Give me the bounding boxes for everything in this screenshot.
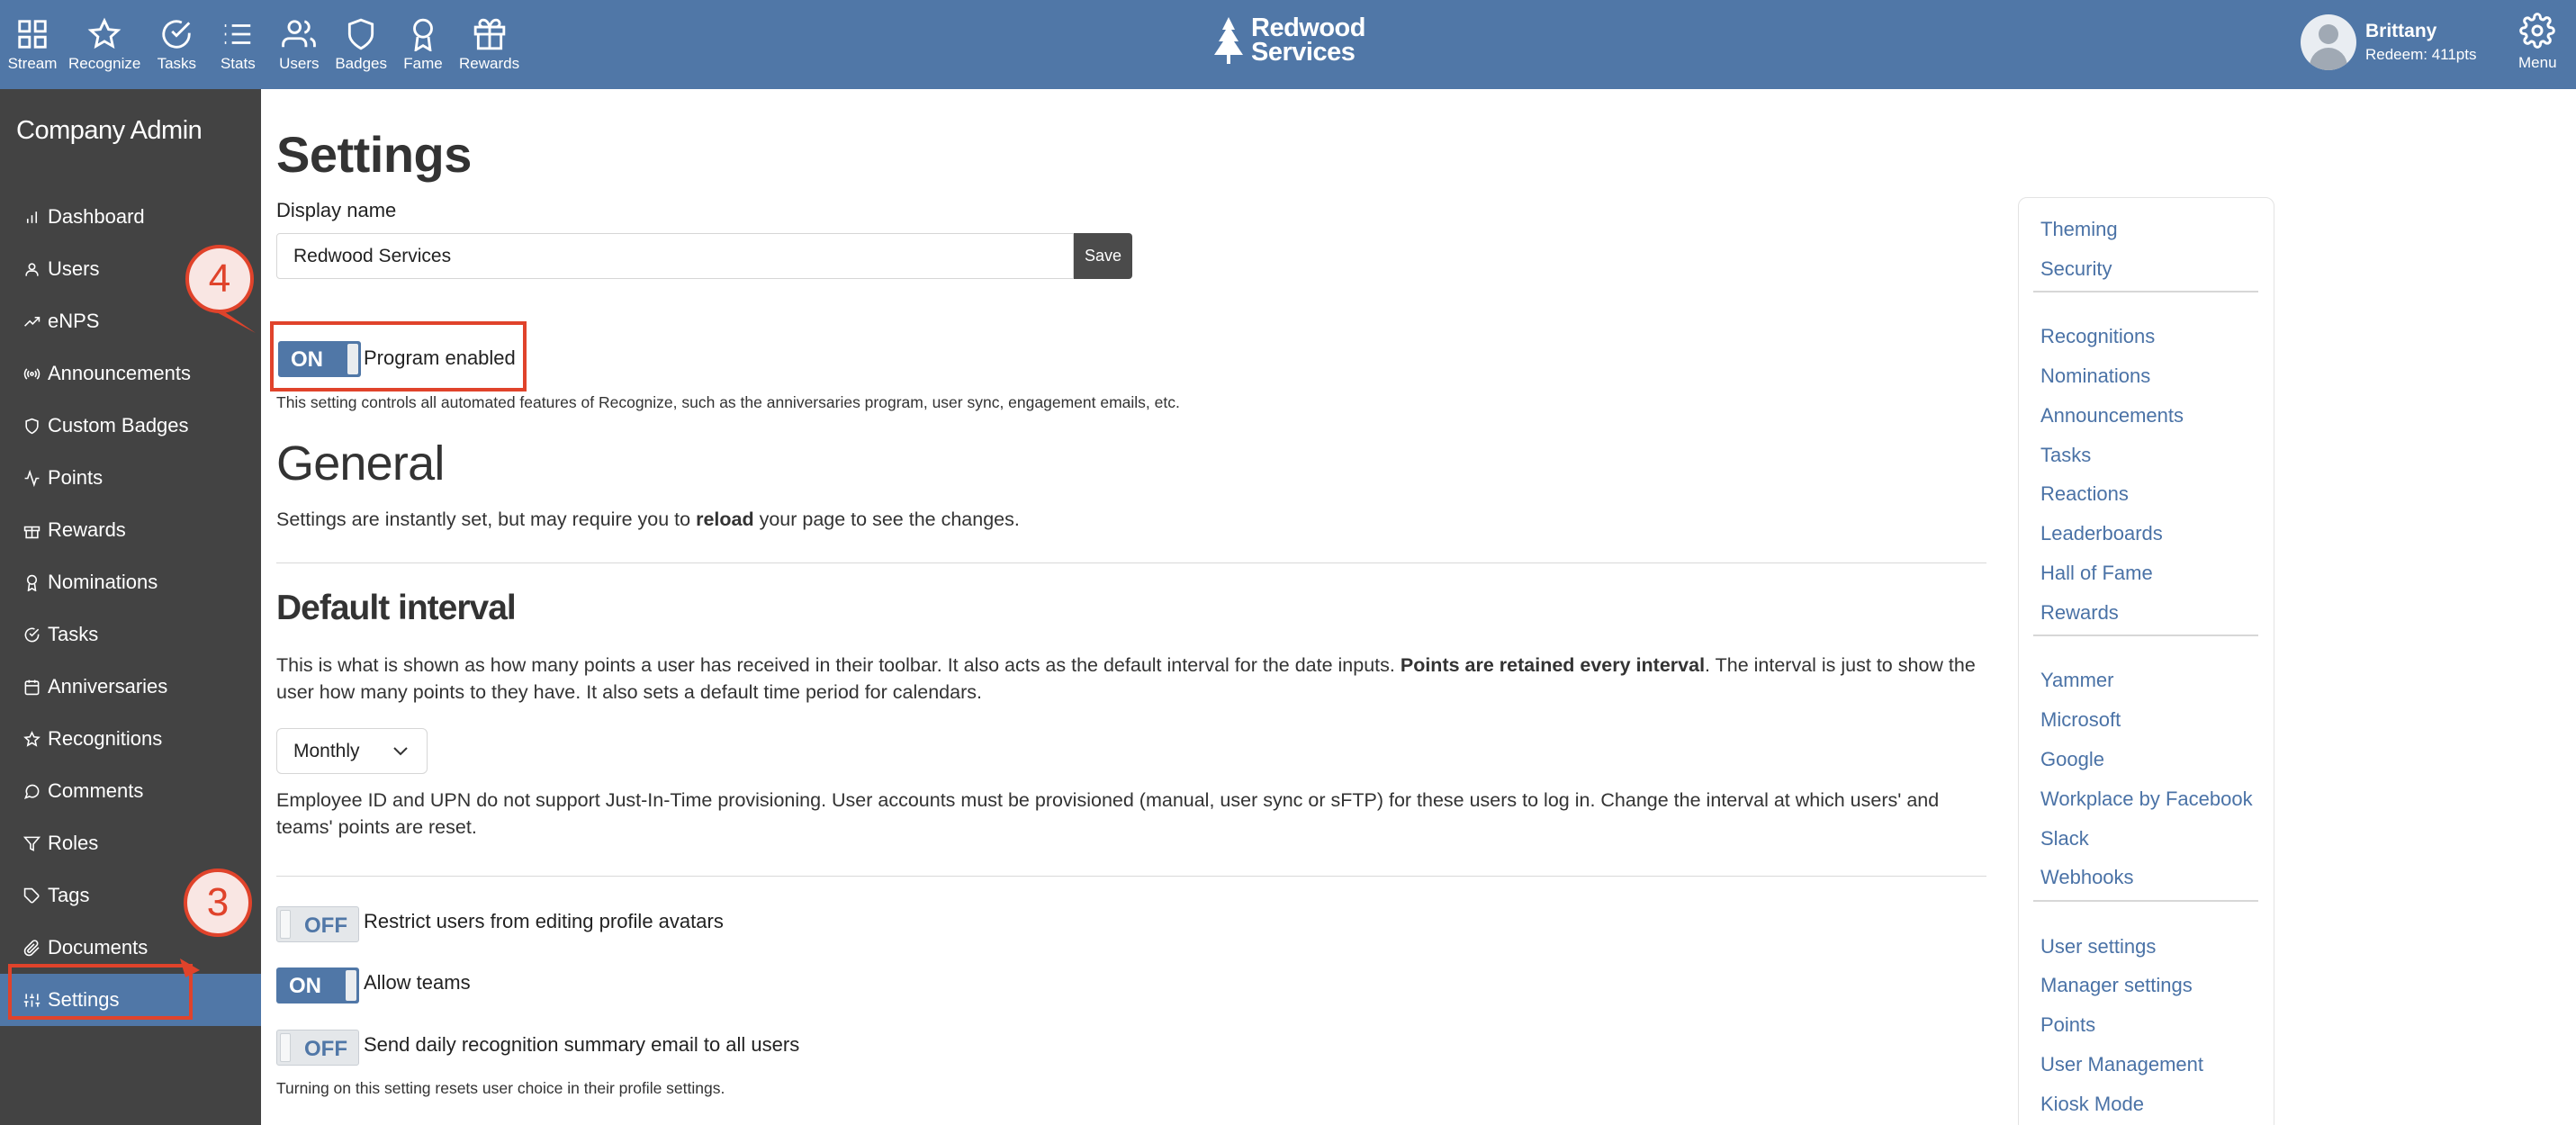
- brand-line1: Redwood: [1251, 14, 1365, 42]
- star-icon: [23, 731, 41, 748]
- highlight-program-enabled: [270, 321, 527, 392]
- sidebar-item-rewards[interactable]: [0, 504, 261, 556]
- interval-description: This is what is shown as how many points a user has received in their toolbar. It also acts as the default interval for the date inputs. Points are retained every interval. The interval is just to show the user how many points to they have. It also sets a default time period for calendars.: [276, 654, 1976, 703]
- nav-stream[interactable]: [7, 0, 58, 89]
- nav-label: Recognize: [68, 54, 141, 72]
- nav-label: Rewards: [459, 54, 520, 72]
- program-note: This setting controls all automated features of Recognize, such as the anniversaries program, user sync, engagement emails, etc.: [276, 393, 1180, 411]
- nav-label: Stream: [7, 54, 58, 72]
- shield-icon: [344, 17, 378, 51]
- interval-note: Employee ID and UPN do not support Just-In-Time provisioning. User accounts must be provisioned (manual, user sync or sFTP) for these users to log in. Change the interval at which users' and teams' points are reset.: [276, 789, 1940, 838]
- toggle-state: OFF: [304, 914, 347, 938]
- rightnav-user-management[interactable]: User Management: [2040, 1053, 2203, 1076]
- sidebar-title: Company Admin: [16, 116, 203, 145]
- user-profile[interactable]: [2301, 14, 2476, 70]
- sidebar-item-nominations[interactable]: [0, 556, 261, 608]
- users-icon: [282, 17, 316, 51]
- sidebar-item-tasks[interactable]: [0, 608, 261, 661]
- rightnav-announcements[interactable]: Announcements: [2040, 404, 2184, 427]
- nav-recognize[interactable]: [68, 0, 140, 89]
- sidebar-item-label: Roles: [48, 832, 99, 854]
- tree-icon: [1211, 17, 1246, 64]
- rightnav-microsoft[interactable]: Microsoft: [2040, 708, 2121, 731]
- user-name: Brittany: [2365, 21, 2437, 41]
- brand-line2: Services: [1251, 38, 1356, 67]
- toggle-state: ON: [291, 347, 323, 372]
- nav-stats[interactable]: [212, 0, 263, 89]
- toggle-state: ON: [289, 974, 321, 998]
- check-circle-icon: [23, 626, 41, 644]
- general-description: Settings are instantly set, but may require you to reload your page to see the changes.: [276, 508, 1020, 530]
- rightnav-user-settings[interactable]: User settings: [2040, 935, 2157, 958]
- chevron-down-icon: [392, 745, 409, 758]
- divider: [2033, 291, 2258, 292]
- nav-label: Users: [279, 54, 320, 72]
- toggle-state: OFF: [304, 1037, 347, 1061]
- sidebar-item-label: Rewards: [48, 518, 126, 541]
- rightnav-nominations[interactable]: Nominations: [2040, 364, 2151, 387]
- award-icon: [23, 574, 41, 591]
- rightnav-tasks[interactable]: Tasks: [2040, 444, 2092, 466]
- star-icon: [87, 17, 122, 51]
- default-interval-heading: Default interval: [276, 589, 516, 627]
- rightnav-theming[interactable]: Theming: [2040, 218, 2118, 240]
- sidebar-item-anniversaries[interactable]: [0, 661, 261, 713]
- bar-chart-icon: [23, 209, 41, 226]
- sidebar-item-label: Points: [48, 466, 104, 489]
- sidebar-item-label: Recognitions: [48, 727, 163, 750]
- rightnav-security[interactable]: Security: [2040, 257, 2112, 280]
- list-icon: [221, 17, 255, 51]
- highlight-settings: [8, 964, 193, 1020]
- sidebar-item-label: Users: [48, 257, 100, 280]
- rightnav-leaderboards[interactable]: Leaderboards: [2040, 522, 2163, 544]
- sidebar-item-comments[interactable]: [0, 765, 261, 817]
- nav-tasks[interactable]: [151, 0, 202, 89]
- sidebar-item-label: Announcements: [48, 362, 191, 384]
- calendar-icon: [23, 679, 41, 696]
- rightnav-webhooks[interactable]: Webhooks: [2040, 866, 2134, 888]
- nav-label: Badges: [335, 54, 387, 72]
- tag-icon: [23, 887, 41, 904]
- user-points: Redeem: 411pts: [2365, 46, 2477, 63]
- rightnav-slack[interactable]: Slack: [2040, 827, 2089, 850]
- rightnav-points[interactable]: Points: [2040, 1013, 2096, 1036]
- interval-selected-value: Monthly: [293, 740, 360, 761]
- sidebar-item-label: Tags: [48, 884, 90, 906]
- nav-rewards[interactable]: [459, 0, 519, 89]
- check-circle-icon: [159, 17, 194, 51]
- sidebar-item-label: Comments: [48, 779, 144, 802]
- sidebar-item-label: Custom Badges: [48, 414, 189, 436]
- broadcast-icon: [23, 365, 41, 382]
- menu-label: Menu: [2518, 54, 2557, 71]
- rightnav-yammer[interactable]: Yammer: [2040, 669, 2114, 691]
- divider: [276, 562, 1986, 563]
- restrict-avatars-label: Restrict users from editing profile avatars: [364, 910, 724, 932]
- rightnav-google[interactable]: Google: [2040, 748, 2104, 770]
- avatar: [2301, 14, 2356, 70]
- nav-label: Tasks: [157, 54, 197, 72]
- daily-summary-label: Send daily recognition summary email to all users: [364, 1033, 800, 1056]
- sidebar-item-roles[interactable]: [0, 817, 261, 869]
- gift-icon: [23, 522, 41, 539]
- step-badge-3: 3: [184, 868, 252, 937]
- display-name-label: Display name: [276, 199, 397, 221]
- nav-users[interactable]: [274, 0, 324, 89]
- filter-icon: [23, 835, 41, 852]
- rightnav-kiosk-mode[interactable]: Kiosk Mode: [2040, 1093, 2144, 1115]
- sidebar-item-dashboard[interactable]: [0, 191, 261, 243]
- menu-button[interactable]: [2518, 13, 2557, 72]
- paperclip-icon: [23, 940, 41, 957]
- program-enabled-label: Program enabled: [364, 346, 516, 369]
- divider: [2033, 900, 2258, 902]
- nav-badges[interactable]: [335, 0, 387, 89]
- nav-fame[interactable]: [398, 0, 448, 89]
- top-navbar: [0, 0, 2576, 89]
- sidebar-item-label: Tasks: [48, 623, 99, 645]
- sidebar-item-label: Nominations: [48, 571, 158, 593]
- divider: [2033, 634, 2258, 636]
- brand-logo[interactable]: [1211, 16, 1365, 65]
- sidebar-item-custom-badges[interactable]: [0, 400, 261, 452]
- rightnav-recognitions[interactable]: Recognitions: [2040, 325, 2156, 347]
- allow-teams-label: Allow teams: [364, 971, 471, 994]
- sidebar-item-label: Dashboard: [48, 205, 145, 228]
- activity-icon: [23, 470, 41, 487]
- top-nav: [7, 0, 530, 89]
- gift-icon: [473, 17, 507, 51]
- rightnav-rewards[interactable]: Rewards: [2040, 601, 2119, 624]
- restrict-avatars-toggle[interactable]: [276, 906, 359, 942]
- sidebar-item-label: Settings: [48, 988, 120, 1011]
- daily-summary-note: Turning on this setting resets user choice in their profile settings.: [276, 1079, 725, 1097]
- rightnav-reactions[interactable]: Reactions: [2040, 482, 2129, 505]
- rightnav-hall-of-fame[interactable]: Hall of Fame: [2040, 562, 2153, 584]
- trend-up-icon: [23, 313, 41, 330]
- rightnav-manager-settings[interactable]: Manager settings: [2040, 974, 2193, 996]
- daily-summary-toggle[interactable]: [276, 1030, 359, 1066]
- step-badge-4: 4: [185, 245, 254, 313]
- save-button[interactable]: Save: [1074, 233, 1132, 279]
- gear-icon: [2519, 13, 2555, 49]
- display-name-input[interactable]: [276, 233, 1074, 279]
- sidebar-item-label: Anniversaries: [48, 675, 168, 698]
- general-heading: General: [276, 436, 445, 490]
- nav-label: Fame: [403, 54, 443, 72]
- user-icon: [23, 261, 41, 278]
- rightnav-workplace[interactable]: Workplace by Facebook: [2040, 788, 2253, 810]
- sidebar-item-label: Documents: [48, 936, 149, 958]
- sidebar-item-label: eNPS: [48, 310, 100, 332]
- page-title: Settings: [276, 126, 472, 183]
- allow-teams-toggle[interactable]: [276, 968, 359, 1004]
- shield-icon: [23, 418, 41, 435]
- settings-section-nav: [2018, 197, 2274, 1125]
- grid-icon: [15, 17, 50, 51]
- interval-select[interactable]: [276, 728, 428, 774]
- nav-label: Stats: [220, 54, 256, 72]
- divider: [276, 876, 1986, 877]
- comment-icon: [23, 783, 41, 800]
- sidebar-item-recognitions[interactable]: [0, 713, 261, 765]
- sidebar-item-announcements[interactable]: [0, 347, 261, 400]
- award-icon: [406, 17, 440, 51]
- sidebar-item-points[interactable]: [0, 452, 261, 504]
